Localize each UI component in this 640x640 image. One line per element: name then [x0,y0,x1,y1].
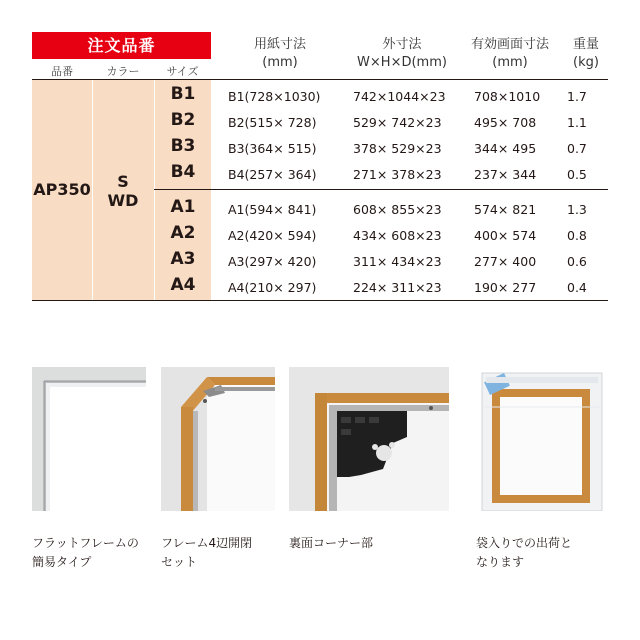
paper-size-cell: A1(594× 841) [228,202,317,217]
paper-size-cell: A2(420× 594) [228,228,317,243]
paper-size-cell: B4(257× 364) [228,167,317,182]
color-code-s: S [117,172,129,191]
size-label: A3 [170,249,196,269]
size-label: B3 [170,136,196,156]
outer-size-cell: 224× 311×23 [353,280,442,295]
effective-size-cell: 574× 821 [474,202,537,217]
outer-size-cell: 271× 378×23 [353,167,442,182]
caption-open-frame [161,534,281,572]
size-label: B2 [170,110,196,130]
weight-cell: 1.1 [567,115,587,130]
outer-size-cell: 742×1044×23 [353,89,446,104]
size-label: A1 [170,197,196,217]
weight-cell: 1.7 [567,89,587,104]
paper-size-cell: A3(297× 420) [228,254,317,269]
paper-size-header [222,36,338,72]
effective-size-cell: 400× 574 [474,228,537,243]
caption-line: セット [161,555,198,569]
paper-size-header-unit: (mm) [262,55,298,70]
effective-size-cell: 708×1010 [474,89,541,104]
weight-cell: 0.7 [567,141,587,156]
color-code-wd: WD [107,191,139,210]
flat-frame-photo [32,367,146,511]
size-label: A4 [170,275,196,295]
effective-size-header-unit: (mm) [492,55,528,70]
size-subheader: サイズ [166,65,199,78]
table-group-rule [154,189,608,190]
outer-size-header-title: 外寸法 [382,37,422,52]
paper-size-header-title: 用紙寸法 [253,37,306,52]
outer-size-cell: 434× 608×23 [353,228,442,243]
size-label: A2 [170,223,196,243]
size-label: B1 [170,84,196,104]
model-number: AP350 [33,180,91,199]
order-number-header: 注文品番 [32,32,211,59]
weight-header-title: 重量 [572,37,599,52]
outer-size-header-unit: W×H×D(mm) [357,55,447,70]
paper-size-cell: B1(728×1030) [228,89,321,104]
caption-packaged [476,534,608,572]
outer-size-cell: 529× 742×23 [353,115,442,130]
caption-flat-frame [32,534,152,572]
caption-line: なります [476,555,525,569]
weight-header [558,36,614,72]
caption-line: 簡易タイプ [32,555,92,569]
caption-back-corner [289,534,449,553]
size-label: B4 [170,162,196,182]
outer-size-header [340,36,464,72]
caption-line: フレーム4辺開閉 [161,536,253,550]
outer-size-cell: 311× 434×23 [353,254,442,269]
back-corner-photo [289,367,449,511]
outer-size-cell: 378× 529×23 [353,141,442,156]
caption-line: 袋入りでの出荷と [476,536,573,550]
hinban-subheader: 品番 [51,65,73,78]
weight-cell: 1.3 [567,202,587,217]
effective-size-cell: 495× 708 [474,115,537,130]
effective-size-cell: 277× 400 [474,254,537,269]
effective-size-cell: 190× 277 [474,280,537,295]
effective-size-header-title: 有効画面寸法 [470,37,549,52]
paper-size-cell: B2(515× 728) [228,115,317,130]
outer-size-cell: 608× 855×23 [353,202,442,217]
effective-size-cell: 344× 495 [474,141,537,156]
weight-cell: 0.5 [567,167,587,182]
weight-cell: 0.6 [567,254,587,269]
weight-cell: 0.8 [567,228,587,243]
open-frame-photo [161,367,275,511]
effective-size-cell: 237× 344 [474,167,537,182]
weight-header-unit: (kg) [573,55,599,70]
caption-line: フラットフレームの [32,536,139,550]
weight-cell: 0.4 [567,280,587,295]
color-subheader: カラー [106,65,140,78]
table-bottom-rule [32,300,608,301]
paper-size-cell: A4(210× 297) [228,280,317,295]
color-codes [92,172,154,210]
effective-size-header [462,36,558,72]
paper-size-cell: B3(364× 515) [228,141,317,156]
packaged-frame-photo [476,367,608,511]
caption-line: 裏面コーナー部 [289,536,374,550]
